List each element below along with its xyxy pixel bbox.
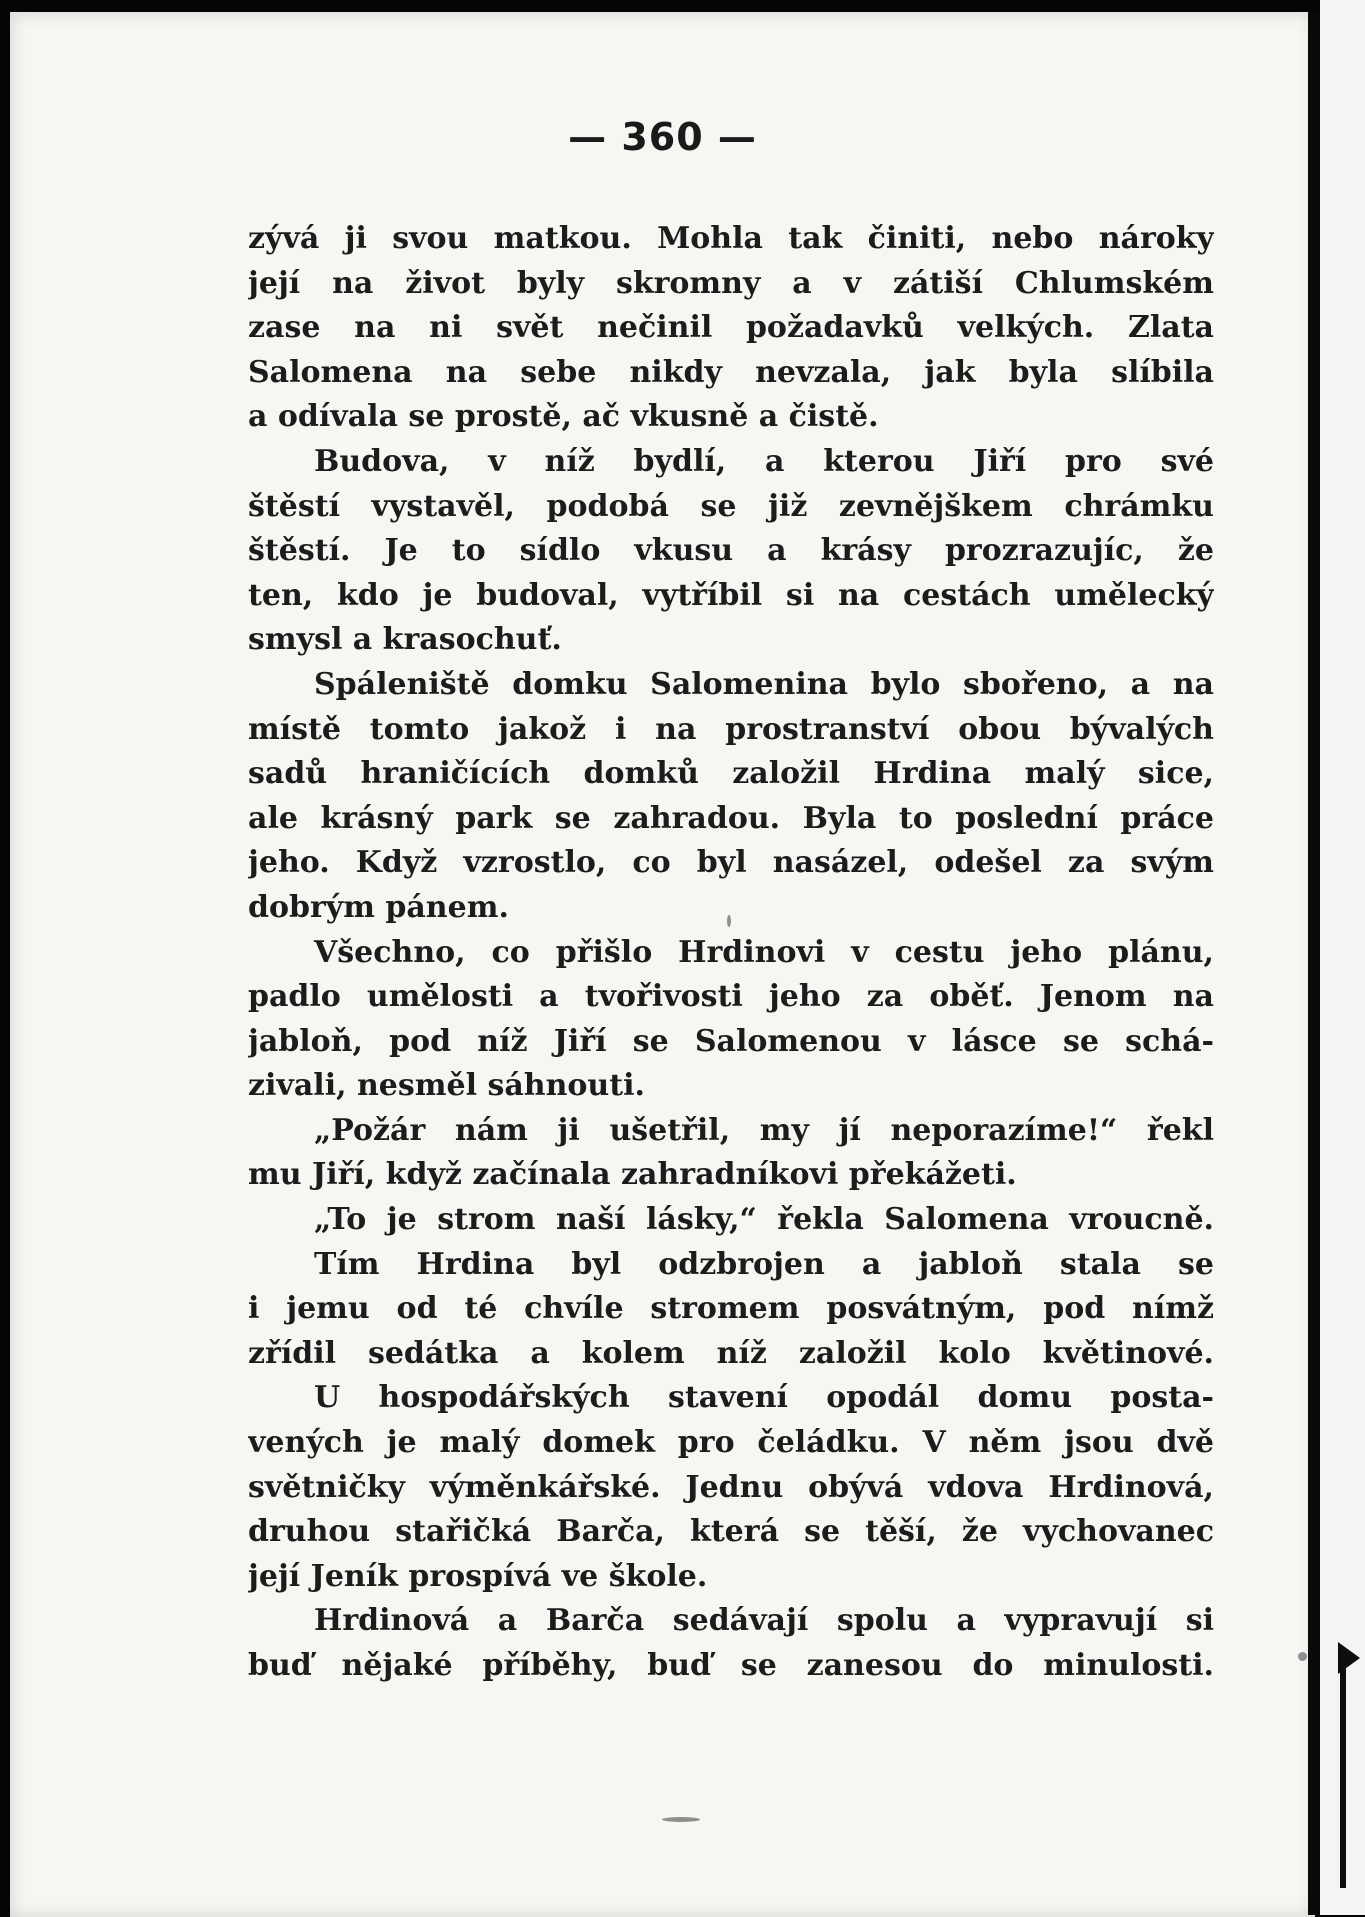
text-line: buď nějaké příběhy, buď se zanesou do minulosti. bbox=[248, 1648, 1214, 1683]
text-line: štěstí vystavěl, podobá se již zevnějškem chrámku bbox=[248, 488, 1214, 524]
text-line: sadů hraničících domků založil Hrdina malý sice, bbox=[248, 756, 1214, 792]
text-line: její na život byly skromny a v zátiší Chlumském bbox=[248, 265, 1214, 301]
page-number: — 360 — bbox=[568, 115, 757, 159]
text-line: smysl a krasochuť. bbox=[248, 622, 562, 658]
ink-speck bbox=[662, 1817, 700, 1822]
text-line: i jemu od té chvíle stromem posvátným, pod nímž bbox=[248, 1291, 1214, 1327]
text-line: štěstí. Je to sídlo vkusu a krásy prozrazujíc, že bbox=[248, 533, 1214, 569]
text-line: a odívala se prostě, ač vkusně a čistě. bbox=[248, 399, 879, 435]
ink-speck bbox=[1298, 1652, 1307, 1661]
text-line: zývá ji svou matkou. Mohla tak činiti, nebo nároky bbox=[248, 221, 1214, 256]
text-line: zase na ni svět nečinil požadavků velkých. Zlata bbox=[248, 310, 1214, 346]
text-line: jeho. Když vzrostlo, co byl nasázel, odešel za svým bbox=[248, 845, 1214, 881]
text-line: Salomena na sebe nikdy nevzala, jak byla slíbila bbox=[248, 354, 1214, 390]
text-line: U hospodářských stavení opodál domu posta- bbox=[314, 1380, 1214, 1416]
text-line: Tím Hrdina byl odzbrojen a jabloň stala se bbox=[314, 1246, 1214, 1282]
text-line: Hrdinová a Barča sedávají spolu a vypravují si bbox=[314, 1603, 1214, 1639]
ink-speck bbox=[727, 915, 731, 927]
text-line: vených je malý domek pro čeládku. V něm jsou dvě bbox=[248, 1425, 1214, 1461]
text-line: Všechno, co přišlo Hrdinovi v cestu jeho plánu, bbox=[314, 934, 1214, 970]
text-line: její Jeník prospívá ve škole. bbox=[248, 1558, 708, 1594]
body-text bbox=[248, 217, 1214, 1689]
text-line: padlo umělosti a tvořivosti jeho za oběť. Jenom na bbox=[248, 979, 1214, 1015]
text-line: zivali, nesměl sáhnouti. bbox=[248, 1068, 645, 1104]
text-line: zřídil sedátka a kolem níž založil kolo květinové. bbox=[248, 1335, 1214, 1371]
text-line: jabloň, pod níž Jiří se Salomenou v lásce se schá- bbox=[248, 1023, 1214, 1059]
text-line: „Požár nám ji ušetřil, my jí neporazíme!“ řekl bbox=[314, 1112, 1214, 1148]
text-line: Spáleniště domku Salomenina bylo sbořeno, a na bbox=[314, 666, 1214, 702]
text-line: místě tomto jakož i na prostranství obou bývalých bbox=[248, 711, 1214, 747]
book-page bbox=[10, 12, 1315, 1917]
text-line: mu Jiří, když začínala zahradníkovi překážeti. bbox=[248, 1157, 1017, 1193]
text-line: „To je strom naší lásky,“ řekla Salomena vroucně. bbox=[314, 1202, 1214, 1238]
text-line: ale krásný park se zahradou. Byla to poslední práce bbox=[248, 800, 1214, 836]
adjacent-page-edge bbox=[1320, 0, 1365, 1915]
text-line: druhou stařičká Barča, která se těší, že vychovanec bbox=[248, 1514, 1214, 1550]
page-marker-bar bbox=[1340, 1648, 1346, 1888]
text-line: dobrým pánem. bbox=[248, 889, 509, 925]
text-line: ten, kdo je budoval, vytříbil si na cestách umělecký bbox=[248, 577, 1214, 613]
text-line: světničky výměnkářské. Jednu obývá vdova Hrdinová, bbox=[248, 1469, 1214, 1505]
text-line: Budova, v níž bydlí, a kterou Jiří pro své bbox=[314, 443, 1214, 479]
